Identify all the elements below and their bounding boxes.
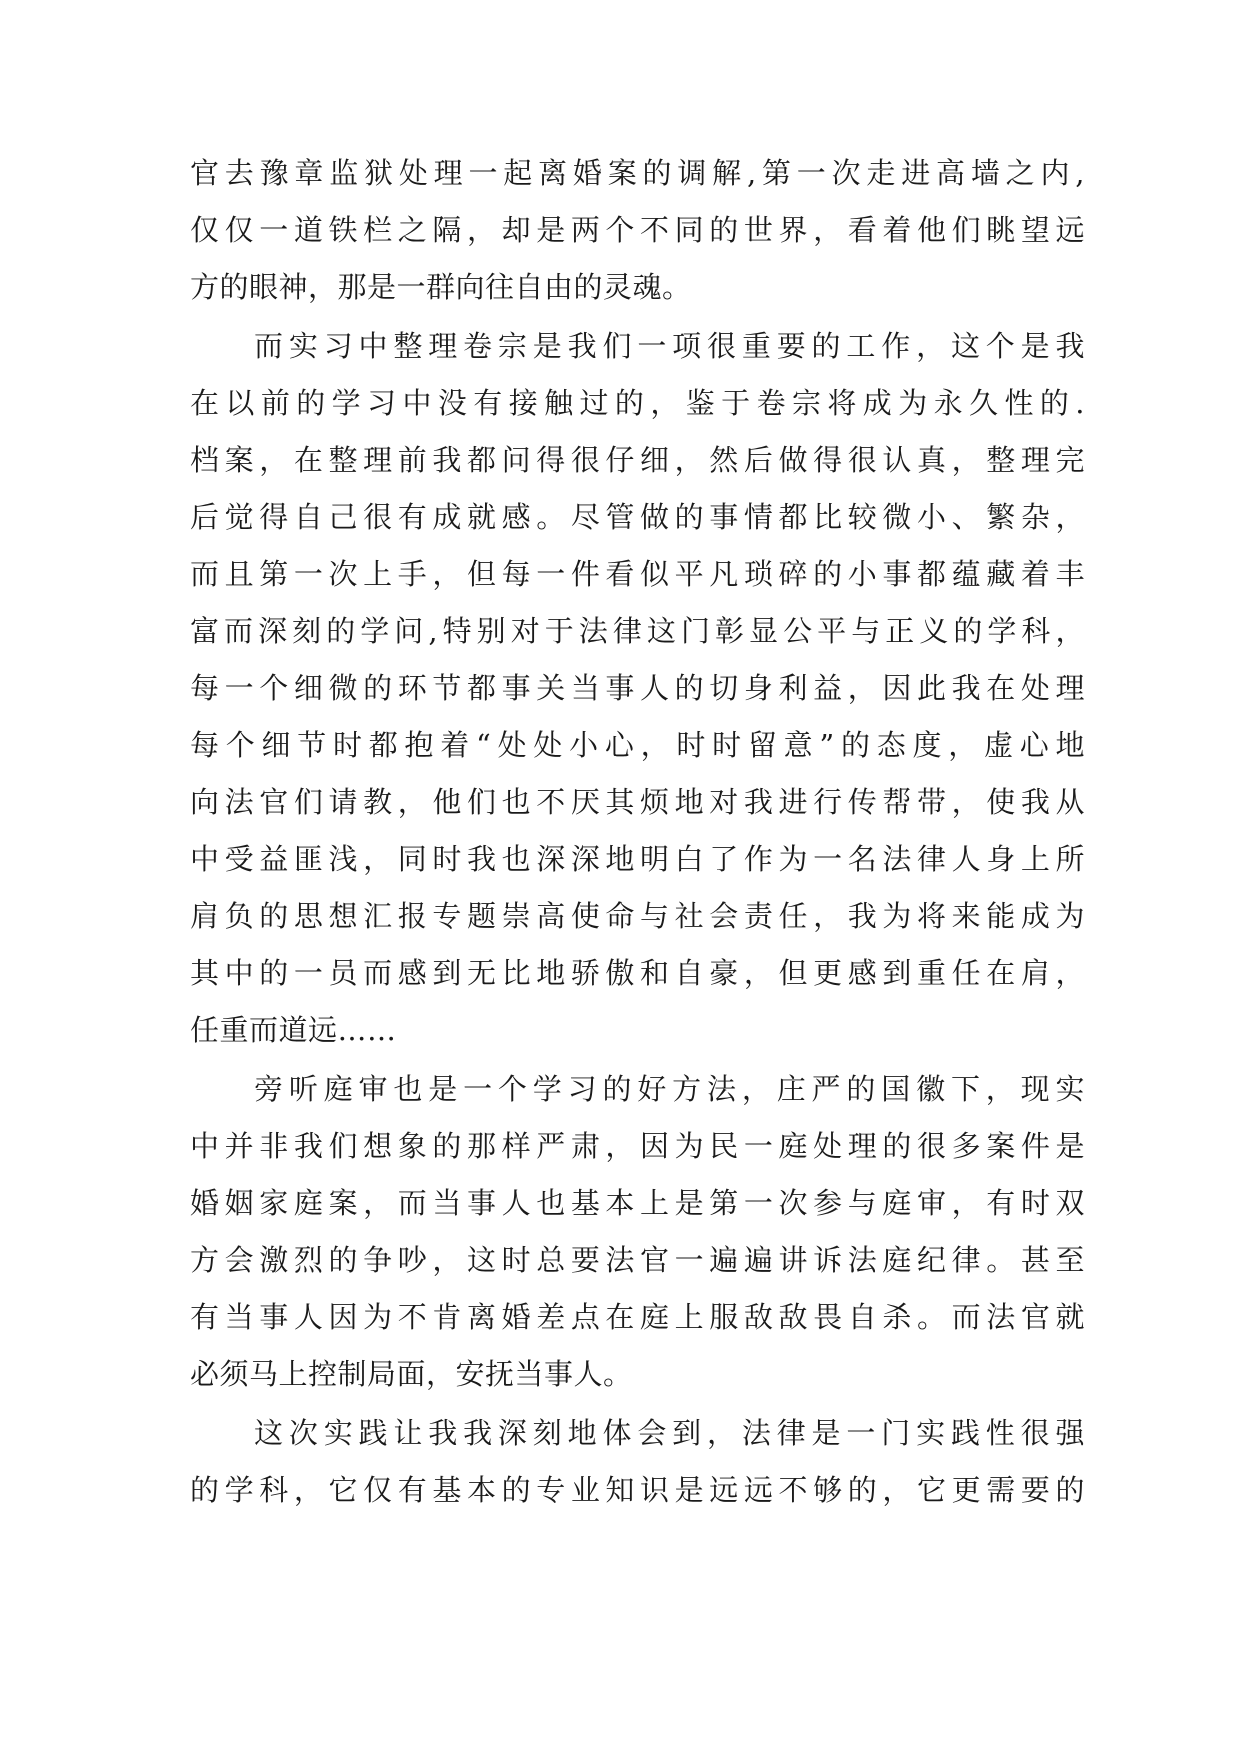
text-line: 旁听庭审也是一个学习的好方法，庄严的国徽下，现实 <box>254 1072 1085 1106</box>
text-line: 这次实践让我我深刻地体会到，法律是一门实践性很强 <box>254 1416 1085 1450</box>
text-line: 方的眼神，那是一群向往自由的灵魂。 <box>190 270 692 304</box>
text-line: 其中的一员而感到无比地骄傲和自豪，但更感到重任在肩， <box>190 956 1085 990</box>
text-line: 档案，在整理前我都问得很仔细，然后做得很认真，整理完 <box>190 443 1085 477</box>
paragraph-4 <box>190 1405 1085 1519</box>
text-line: 中并非我们想象的那样严肃，因为民一庭处理的很多案件是 <box>190 1129 1085 1163</box>
paragraph-3 <box>190 1061 1085 1403</box>
text-line: 而且第一次上手，但每一件看似平凡琐碎的小事都蕴藏着丰 <box>190 557 1085 591</box>
text-line: 肩负的思想汇报专题崇高使命与社会责任，我为将来能成为 <box>190 899 1085 933</box>
text-line: 向法官们请教，他们也不厌其烦地对我进行传帮带，使我从 <box>190 785 1085 819</box>
text-line: 方会激烈的争吵，这时总要法官一遍遍讲诉法庭纪律。甚至 <box>190 1243 1085 1277</box>
text-line: 仅仅一道铁栏之隔，却是两个不同的世界，看着他们眺望远 <box>190 213 1085 247</box>
text-line: 官去豫章监狱处理一起离婚案的调解,第一次走进高墙之内, <box>190 156 1085 190</box>
text-line: 每个细节时都抱着“处处小心，时时留意”的态度，虚心地 <box>190 728 1085 762</box>
text-line: 富而深刻的学问,特别对于法律这门彰显公平与正义的学科， <box>190 614 1085 648</box>
text-line: 任重而道远…… <box>190 1013 397 1047</box>
text-line: 婚姻家庭案，而当事人也基本上是第一次参与庭审，有时双 <box>190 1186 1085 1220</box>
text-line: 的学科，它仅有基本的专业知识是远远不够的，它更需要的 <box>190 1473 1085 1507</box>
text-line: 而实习中整理卷宗是我们一项很重要的工作，这个是我 <box>254 329 1085 363</box>
text-line: 有当事人因为不肯离婚差点在庭上服敌敌畏自杀。而法官就 <box>190 1300 1085 1334</box>
text-line: 每一个细微的环节都事关当事人的切身利益，因此我在处理 <box>190 671 1085 705</box>
text-line: 中受益匪浅，同时我也深深地明白了作为一名法律人身上所 <box>190 842 1085 876</box>
document-body <box>190 145 1085 1521</box>
text-line: 后觉得自己很有成就感。尽管做的事情都比较微小、繁杂， <box>190 500 1085 534</box>
paragraph-2 <box>190 318 1085 1059</box>
text-line: 在以前的学习中没有接触过的，鉴于卷宗将成为永久性的. <box>190 386 1085 420</box>
text-line: 必须马上控制局面，安抚当事人。 <box>190 1357 633 1391</box>
paragraph-1 <box>190 145 1085 316</box>
